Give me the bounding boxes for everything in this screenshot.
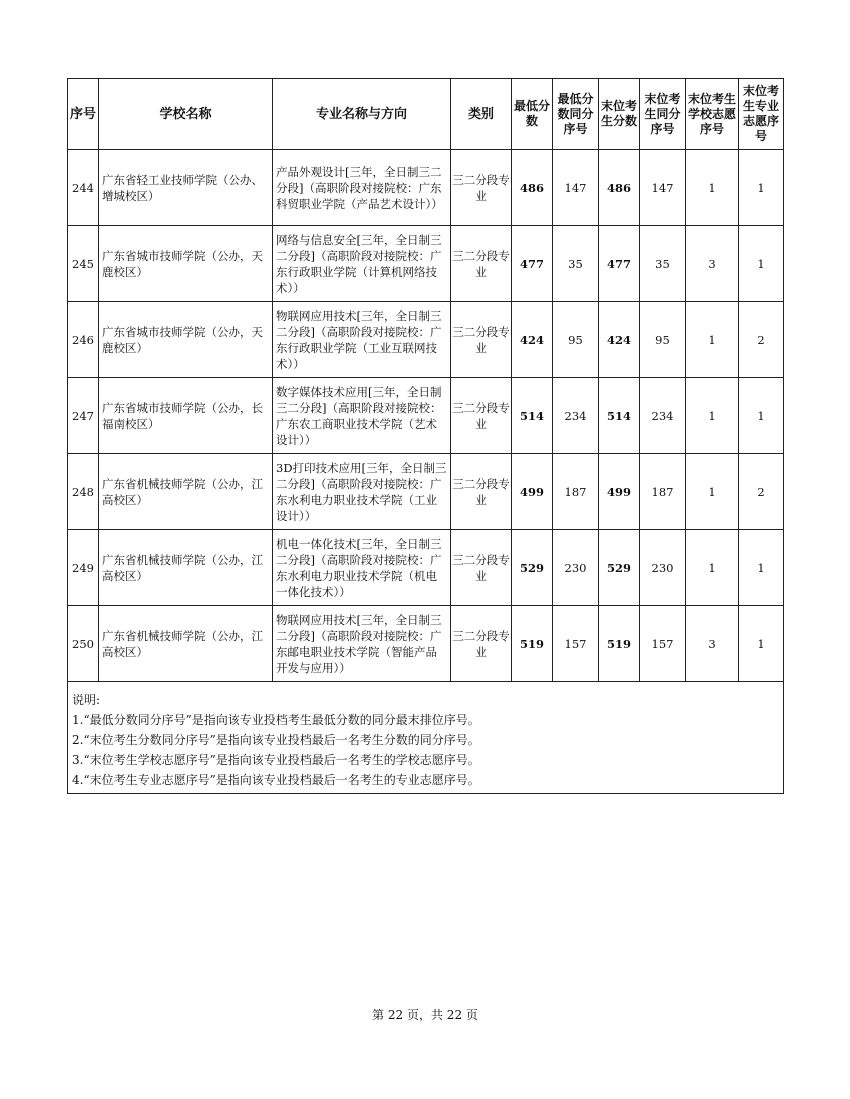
cell-last-score: 424 <box>599 302 640 378</box>
cell-school-pref: 1 <box>686 378 739 454</box>
cell-min-score: 514 <box>512 378 553 454</box>
notes-cell <box>68 682 784 794</box>
cell-school: 广东省机械技师学院（公办，江高校区） <box>99 606 273 682</box>
header-last-rank: 末位考生同分序号 <box>640 79 686 150</box>
header-major: 专业名称与方向 <box>273 79 451 150</box>
cell-seq: 244 <box>68 150 99 226</box>
cell-seq: 247 <box>68 378 99 454</box>
cell-last-rank: 187 <box>640 454 686 530</box>
cell-min-score: 519 <box>512 606 553 682</box>
cell-last-score: 486 <box>599 150 640 226</box>
header-last-score: 末位考生分数 <box>599 79 640 150</box>
cell-school: 广东省城市技师学院（公办，天鹿校区） <box>99 302 273 378</box>
cell-major: 3D打印技术应用[三年，全日制三二分段]（高职阶段对接院校：广东水利电力职业技术学院（工业设计）） <box>273 454 451 530</box>
cell-school: 广东省机械技师学院（公办，江高校区） <box>99 530 273 606</box>
cell-last-rank: 35 <box>640 226 686 302</box>
table-row <box>68 302 784 378</box>
header-min-score: 最低分数 <box>512 79 553 150</box>
cell-school-pref: 1 <box>686 454 739 530</box>
cell-last-rank: 95 <box>640 302 686 378</box>
cell-seq: 249 <box>68 530 99 606</box>
cell-major: 数字媒体技术应用[三年，全日制三二分段]（高职阶段对接院校：广东农工商职业技术学院（艺术设计）） <box>273 378 451 454</box>
cell-school-pref: 1 <box>686 150 739 226</box>
table-row <box>68 150 784 226</box>
cell-major: 产品外观设计[三年，全日制三二分段]（高职阶段对接院校：广东科贸职业学院（产品艺术设计）） <box>273 150 451 226</box>
cell-major: 物联网应用技术[三年，全日制三二分段]（高职阶段对接院校：广东行政职业学院（工业互联网技术）） <box>273 302 451 378</box>
cell-school: 广东省城市技师学院（公办，长福南校区） <box>99 378 273 454</box>
cell-seq: 248 <box>68 454 99 530</box>
cell-category: 三二分段专业 <box>451 454 512 530</box>
cell-school-pref: 1 <box>686 302 739 378</box>
cell-min-rank: 95 <box>553 302 599 378</box>
cell-major-pref: 1 <box>739 378 784 454</box>
table-row <box>68 378 784 454</box>
cell-last-score: 514 <box>599 378 640 454</box>
header-min-rank: 最低分数同分序号 <box>553 79 599 150</box>
cell-category: 三二分段专业 <box>451 530 512 606</box>
table-row <box>68 606 784 682</box>
cell-category: 三二分段专业 <box>451 226 512 302</box>
cell-min-score: 499 <box>512 454 553 530</box>
cell-category: 三二分段专业 <box>451 302 512 378</box>
cell-category: 三二分段专业 <box>451 150 512 226</box>
cell-school-pref: 3 <box>686 606 739 682</box>
cell-major: 物联网应用技术[三年，全日制三二分段]（高职阶段对接院校：广东邮电职业技术学院（智能产品开发与应用）） <box>273 606 451 682</box>
cell-major: 网络与信息安全[三年，全日制三二分段]（高职阶段对接院校：广东行政职业学院（计算机网络技术）） <box>273 226 451 302</box>
cell-min-rank: 230 <box>553 530 599 606</box>
cell-school: 广东省城市技师学院（公办，天鹿校区） <box>99 226 273 302</box>
admission-table <box>67 78 784 794</box>
cell-major-pref: 1 <box>739 606 784 682</box>
cell-major: 机电一体化技术[三年，全日制三二分段]（高职阶段对接院校：广东水利电力职业技术学院（机电一体化技术）） <box>273 530 451 606</box>
header-major-pref: 末位考生专业志愿序号 <box>739 79 784 150</box>
cell-school-pref: 3 <box>686 226 739 302</box>
cell-last-score: 519 <box>599 606 640 682</box>
cell-min-score: 424 <box>512 302 553 378</box>
cell-school-pref: 1 <box>686 530 739 606</box>
table-row <box>68 530 784 606</box>
table-row <box>68 454 784 530</box>
header-category: 类别 <box>451 79 512 150</box>
notes-row <box>68 682 784 794</box>
cell-category: 三二分段专业 <box>451 378 512 454</box>
cell-seq: 245 <box>68 226 99 302</box>
cell-last-rank: 147 <box>640 150 686 226</box>
note-item: 4.“末位考生专业志愿序号”是指向该专业投档最后一名考生的专业志愿序号。 <box>72 772 480 787</box>
cell-min-score: 529 <box>512 530 553 606</box>
cell-last-rank: 234 <box>640 378 686 454</box>
note-item: 3.“末位考生学校志愿序号”是指向该专业投档最后一名考生的学校志愿序号。 <box>72 752 480 767</box>
cell-category: 三二分段专业 <box>451 606 512 682</box>
cell-major-pref: 1 <box>739 150 784 226</box>
cell-min-rank: 157 <box>553 606 599 682</box>
cell-major-pref: 2 <box>739 302 784 378</box>
table-row <box>68 226 784 302</box>
cell-min-rank: 35 <box>553 226 599 302</box>
cell-last-score: 477 <box>599 226 640 302</box>
cell-last-rank: 230 <box>640 530 686 606</box>
header-row <box>68 79 784 150</box>
cell-major-pref: 1 <box>739 530 784 606</box>
notes-title: 说明: <box>72 692 101 707</box>
cell-seq: 246 <box>68 302 99 378</box>
cell-major-pref: 1 <box>739 226 784 302</box>
page-footer: 第 22 页，共 22 页 <box>372 1008 478 1022</box>
cell-school: 广东省机械技师学院（公办，江高校区） <box>99 454 273 530</box>
cell-min-score: 477 <box>512 226 553 302</box>
note-item: 1.“最低分数同分序号”是指向该专业投档考生最低分数的同分最末排位序号。 <box>72 712 480 727</box>
cell-min-rank: 147 <box>553 150 599 226</box>
cell-min-rank: 234 <box>553 378 599 454</box>
header-school-pref: 末位考生学校志愿序号 <box>686 79 739 150</box>
cell-last-score: 499 <box>599 454 640 530</box>
note-item: 2.“末位考生分数同分序号”是指向该专业投档最后一名考生分数的同分序号。 <box>72 732 480 747</box>
cell-last-score: 529 <box>599 530 640 606</box>
cell-major-pref: 2 <box>739 454 784 530</box>
cell-seq: 250 <box>68 606 99 682</box>
cell-min-score: 486 <box>512 150 553 226</box>
cell-school: 广东省轻工业技师学院（公办、增城校区） <box>99 150 273 226</box>
cell-last-rank: 157 <box>640 606 686 682</box>
cell-min-rank: 187 <box>553 454 599 530</box>
header-school: 学校名称 <box>99 79 273 150</box>
header-seq: 序号 <box>68 79 99 150</box>
